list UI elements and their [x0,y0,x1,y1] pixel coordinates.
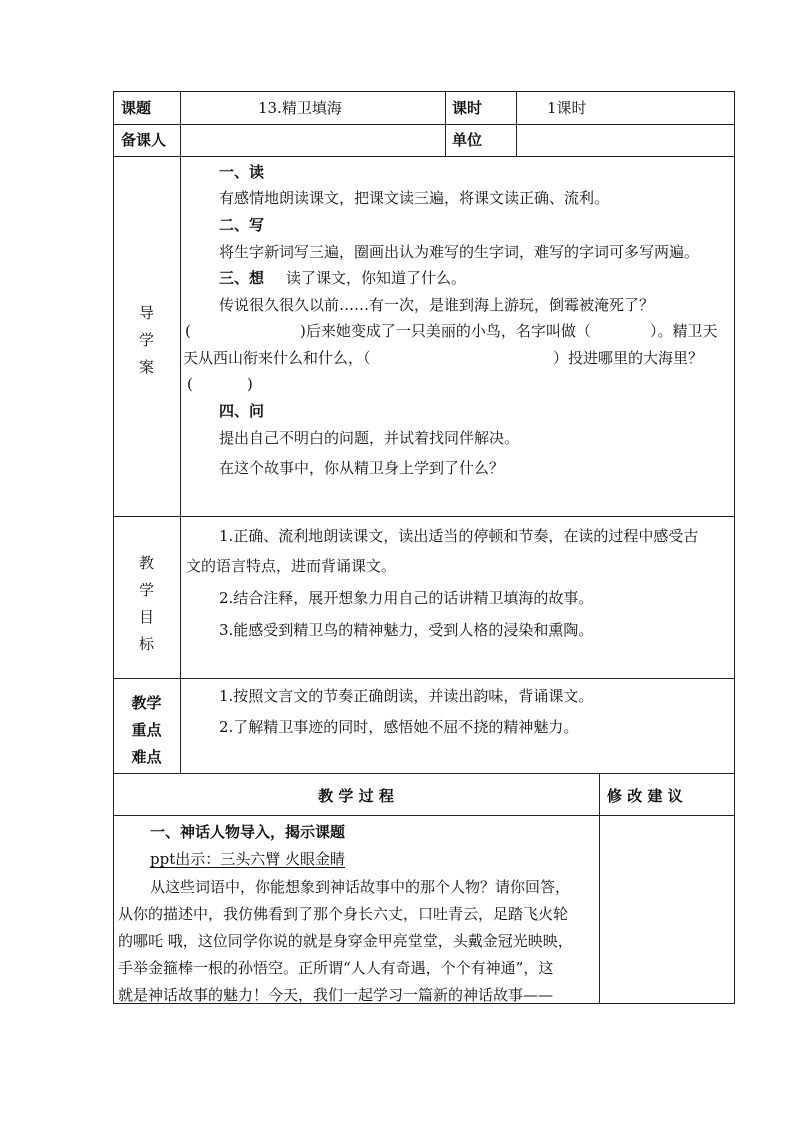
topic-label: 课题 [121,99,152,117]
column-divider [180,91,181,774]
goal-item: 2.结合注释，展开想象力用自己的话讲精卫填海的故事。 [219,589,594,607]
write-text: 将生字新词写三遍，圈画出认为难写的生字词，难写的字词可多写两遍。 [219,243,700,261]
row-divider [113,815,735,816]
read-title: 一、读 [219,163,265,181]
column-divider [516,91,517,157]
ppt-line: ppt出示：三头六臂 火眼金睛 [150,850,346,868]
keypoint-item: 2.了解精卫事迹的同时，感悟她不屈不挠的精神魅力。 [219,718,579,736]
think-title: 三、想 [219,269,265,287]
goals-label-char: 学 [138,581,154,599]
ask-text: 提出自己不明白的问题，并试着找同伴解决。 [219,429,520,447]
guide-label-char: 案 [138,358,154,376]
guide-section-label [113,300,180,381]
goals-label-char: 目 [138,608,154,626]
goal-item: 3.能感受到精卫鸟的精神魅力，受到人格的浸染和熏陶。 [219,621,594,639]
column-divider [599,773,600,1004]
hours-label: 课时 [452,99,483,117]
preparer-label: 备课人 [121,131,167,149]
keypoints-section-label [113,690,180,771]
keypoints-label-line: 教学 [131,694,162,712]
goals-label-char: 教 [138,554,154,572]
table-border-left [113,91,114,1004]
story-paren-close: ) [247,375,253,393]
story-line: ）投进哪里的大海里？ [553,349,704,367]
write-title: 二、写 [219,216,265,234]
keypoints-label-line: 难点 [131,748,162,766]
table-border-top [113,91,735,92]
keypoint-item: 1.按照文言文的节奏正确朗读，并读出韵味，背诵课文。 [219,687,594,705]
story-line: 传说很久很久以前……有一次，是谁到海上游玩，倒霉被淹死了？ [219,296,655,314]
story-paren-open: ( [187,375,193,393]
paragraph-line: 就是神话故事的魅力！今天，我们一起学习一篇新的神话故事—— [118,986,554,1004]
think-prompt: 读了课文，你知道了什么。 [286,269,467,287]
section-title: 一、神话人物导入，揭示课题 [150,823,346,841]
goals-label-char: 标 [138,635,154,653]
story-paren-open: ( [185,322,191,340]
column-divider [445,91,446,157]
keypoints-label-line: 重点 [131,721,162,739]
row-divider [113,156,735,157]
row-divider [113,773,735,774]
unit-label: 单位 [452,131,483,149]
table-border-right [734,91,735,1004]
ask-title: 四、问 [219,402,265,420]
hours-value: 1课时 [547,99,587,117]
paragraph-line: 手举金箍棒一根的孙悟空。正所谓“人人有奇遇，个个有神通”，这 [118,959,554,977]
read-text: 有感情地朗读课文，把课文读三遍，将课文读正确、流利。 [219,189,610,207]
paragraph-line: 的哪吒 哦，这位同学你说的就是身穿金甲亮堂堂，头戴金冠光映映， [118,932,573,950]
story-line: )后来她变成了一只美丽的小鸟，名字叫做（ [300,322,591,340]
revision-header: 修 改 建 议 [607,787,683,805]
ask-text: 在这个故事中，你从精卫身上学到了什么？ [219,459,505,477]
row-divider [113,516,735,517]
paragraph-line: 从这些词语中，你能想象到神话故事中的那个人物？请你回答， [150,878,571,896]
goal-item: 1.正确、流利地朗读课文，读出适当的停顿和节奏，在读的过程中感受古 [219,527,699,545]
process-header: 教 学 过 程 [318,787,394,805]
paragraph-line: 从你的描述中，我仿佛看到了那个身长六丈，口吐青云，足踏飞火轮 [118,905,569,923]
story-line: 天从西山衔来什么和什么，（ [183,349,371,367]
row-divider [113,124,735,125]
goals-section-label [113,550,180,658]
topic-value: 13.精卫填海 [258,99,342,117]
goal-item: 文的语言特点，进而背诵课文。 [186,557,397,575]
row-divider [113,678,735,679]
guide-label-char: 学 [138,331,154,349]
story-line: ）。精卫天 [650,322,718,340]
guide-label-char: 导 [138,304,154,322]
